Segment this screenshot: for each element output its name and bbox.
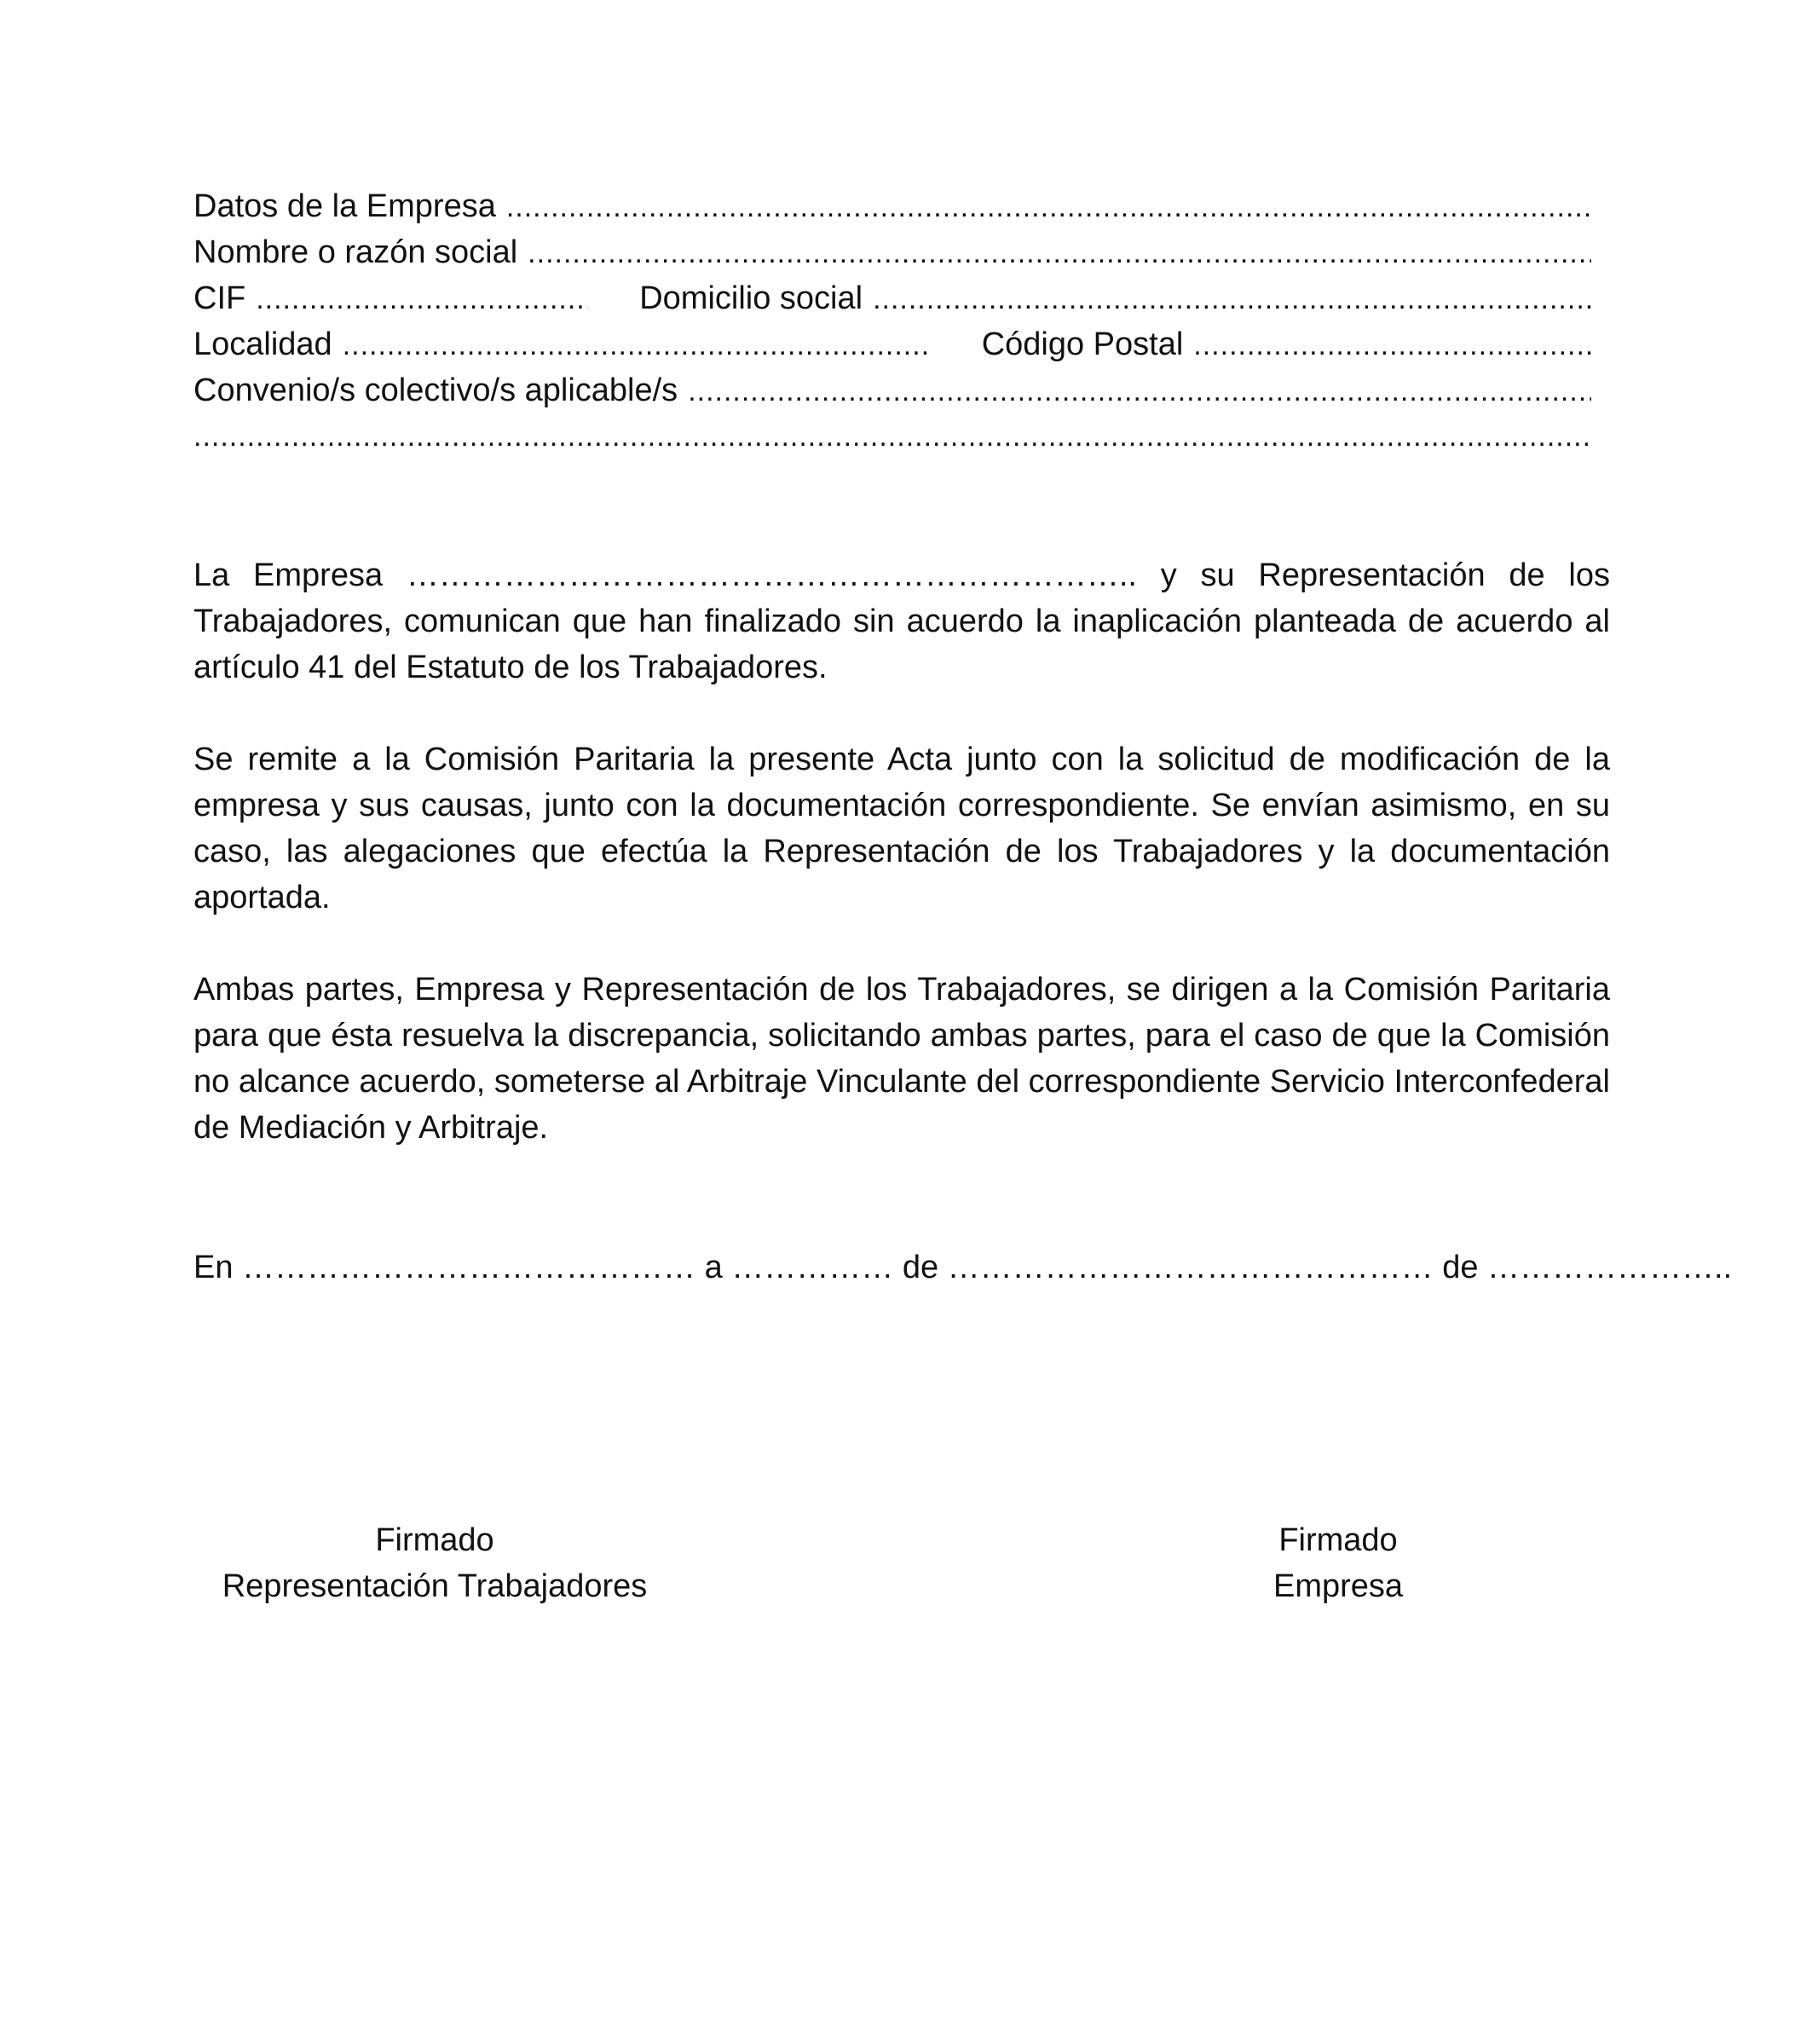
signature-workers-firmado: Firmado (375, 1522, 494, 1558)
field-convenio-continuation (193, 413, 1591, 459)
nombre-label: Nombre o razón social (193, 234, 518, 270)
paragraph-2: Se remite a la Comisión Paritaria la presente Acta junto con la solicitud de modificación de la empresa y sus causas, junto con la documentación correspondiente. Se envían asimismo, en su caso, las alegaciones que efectúa la Representación de los Trabajadores y la documentación aportada. (193, 742, 1610, 915)
datos-empresa-label: Datos de la Empresa (193, 188, 496, 224)
body-paragraphs (193, 552, 1610, 1197)
field-nombre (193, 229, 1591, 275)
field-datos-empresa (193, 183, 1591, 229)
signature-company-label: Empresa (1272, 1568, 1404, 1604)
field-cif-domicilio (193, 275, 1591, 321)
convenio-blank-line2[interactable] (193, 413, 1591, 459)
localidad-label: Localidad (193, 326, 332, 362)
signature-company-firmado: Firmado (1278, 1522, 1398, 1558)
date-place-line: En …………………………………… a …………… de ……………………………………… de ………………….. (193, 1250, 1733, 1285)
domicilio-label: Domicilio social (639, 280, 863, 316)
signature-workers (188, 1517, 682, 1609)
datos-empresa-blank[interactable] (506, 184, 1591, 229)
nombre-blank[interactable] (528, 230, 1591, 275)
paragraph-1: La Empresa ………………………………………………………….. y su Representación de los Trabajadores, comunican que han finalizado sin acuerdo la inaplicación planteada de acuerdo al artículo 41 del Estatuto de los Trabajadores. (193, 557, 1610, 685)
field-localidad-cp (193, 321, 1591, 367)
signature-company (1210, 1517, 1466, 1609)
field-convenio (193, 367, 1591, 413)
company-data-fields (193, 183, 1591, 459)
codigo-postal-label: Código Postal (981, 326, 1184, 362)
signature-workers-label: Representación Trabajadores (222, 1568, 648, 1604)
convenio-blank[interactable] (688, 368, 1591, 413)
codigo-postal-blank[interactable] (1193, 322, 1591, 367)
paragraph-3: Ambas partes, Empresa y Representación de los Trabajadores, se dirigen a la Comisión Paritaria para que ésta resuelva la discrepancia, solicitando ambas partes, para el caso de que la Comisión no alcance acuerdo, someterse al Arbitraje Vinculante del correspondiente Servicio Interconfederal de Mediación y Arbitraje. (193, 972, 1610, 1146)
convenio-label: Convenio/s colectivo/s aplicable/s (193, 372, 678, 408)
cif-label: CIF (193, 280, 246, 316)
localidad-blank[interactable] (343, 322, 931, 367)
domicilio-blank[interactable] (873, 276, 1591, 321)
cif-blank[interactable] (256, 276, 588, 321)
